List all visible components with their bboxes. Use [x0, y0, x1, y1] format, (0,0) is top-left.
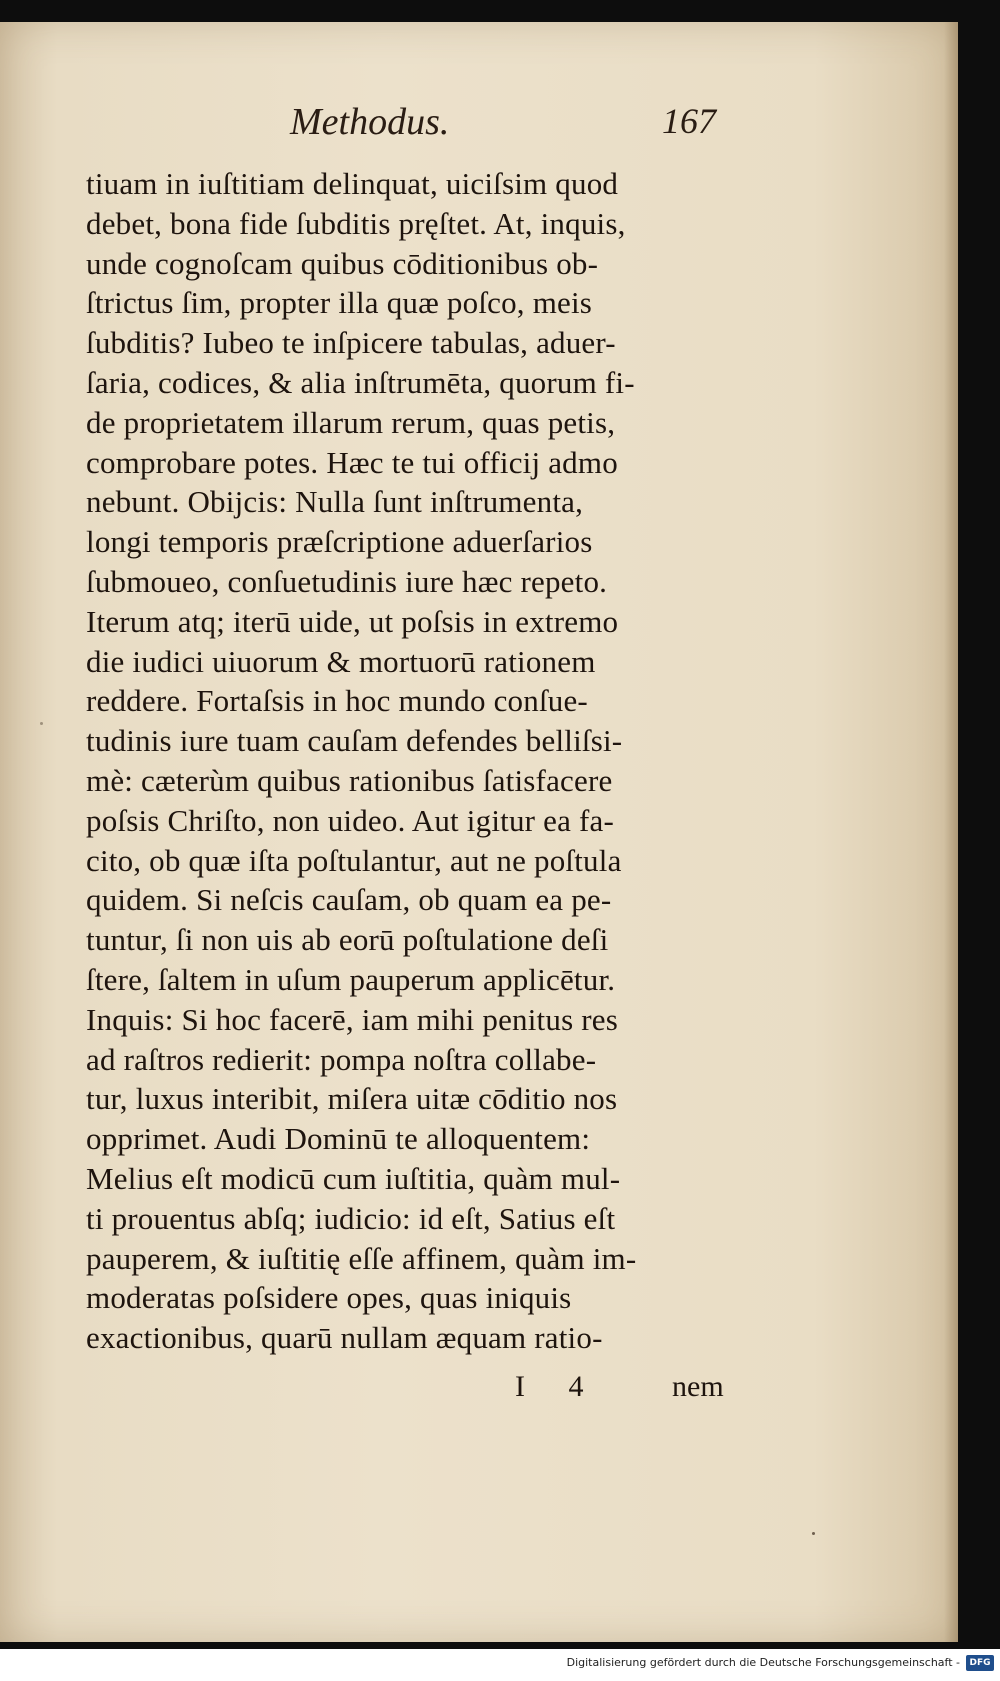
text-line: ad raſtros redierit: pompa noſtra collabe- [86, 1041, 597, 1077]
text-line: moderatas poſsidere opes, quas iniquis [86, 1280, 572, 1316]
body-text [86, 164, 746, 1358]
text-line: debet, bona fide ſubditis pręſtet. At, inquis, [86, 205, 626, 241]
text-line: de proprietatem illarum rerum, quas petis, [86, 404, 616, 440]
text-line: longi temporis præſcriptione aduerſarios [86, 524, 593, 560]
running-head [0, 100, 958, 152]
text-line: tiuam in iuſtitiam delinquat, uiciſsim quod [86, 166, 619, 201]
text-line: exactionibus, quarū nullam æquam ratio- [86, 1320, 603, 1356]
text-line: poſsis Chriſto, non uideo. Aut igitur ea fa- [86, 802, 614, 838]
catchline [0, 1370, 958, 1410]
paper-speck [40, 722, 43, 725]
text-line: ſaria, codices, & alia inſtrumēta, quorum fi- [86, 364, 635, 400]
text-line: cito, ob quæ iſta poſtulantur, aut ne poſtula [86, 842, 622, 878]
text-line: comprobare potes. Hæc te tui officij admo [86, 444, 618, 480]
dfg-logo: DFG [966, 1655, 994, 1671]
text-line: nebunt. Obijcis: Nulla ſunt inſtrumenta, [86, 484, 584, 520]
signature-mark: I 4 [515, 1370, 602, 1403]
page-number: 167 [662, 101, 716, 141]
text-line: unde cognoſcam quibus cōditionibus ob- [86, 245, 599, 281]
digitization-footer [0, 1649, 1000, 1681]
footer-credit: Digitalisierung gefördert durch die Deutsche Forschungsgemeinschaft - [566, 1656, 960, 1669]
text-line: Melius eſt modicū cum iuſtitia, quàm mul- [86, 1160, 621, 1196]
text-line: quidem. Si neſcis cauſam, ob quam ea pe- [86, 882, 612, 918]
catchword: nem [672, 1370, 724, 1403]
running-title: Methodus. [290, 101, 450, 143]
text-line: ti prouentus abſq; iudicio: id eſt, Satius eſt [86, 1200, 616, 1236]
text-line: ſtere, ſaltem in uſum pauperum applicētur. [86, 961, 616, 997]
text-line: ſubmoueo, conſuetudinis iure hæc repeto. [86, 563, 608, 599]
text-line: reddere. Fortaſsis in hoc mundo conſue- [86, 683, 588, 719]
text-line: tuntur, ſi non uis ab eorū poſtulatione deſi [86, 922, 609, 958]
text-line: Inquis: Si hoc facerē, iam mihi penitus res [86, 1001, 619, 1037]
text-line: mè: cæterùm quibus rationibus ſatisfacere [86, 762, 613, 798]
text-line: ſubditis? Iubeo te inſpicere tabulas, aduer- [86, 325, 616, 361]
text-line: tur, luxus interibit, miſera uitæ cōditio nos [86, 1081, 618, 1117]
text-line: tudinis iure tuam cauſam defendes belliſsi- [86, 723, 623, 759]
text-line: opprimet. Audi Dominū te alloquentem: [86, 1121, 591, 1157]
text-line: pauperem, & iuſtitię eſſe affinem, quàm im- [86, 1240, 637, 1276]
text-line: ſtrictus ſim, propter illa quæ poſco, meis [86, 285, 593, 321]
text-line: Iterum atq; iterū uide, ut poſsis in extremo [86, 603, 619, 639]
text-line: die iudici uiuorum & mortuorū rationem [86, 643, 596, 679]
paper-speck [812, 1532, 815, 1535]
book-page [0, 22, 958, 1642]
